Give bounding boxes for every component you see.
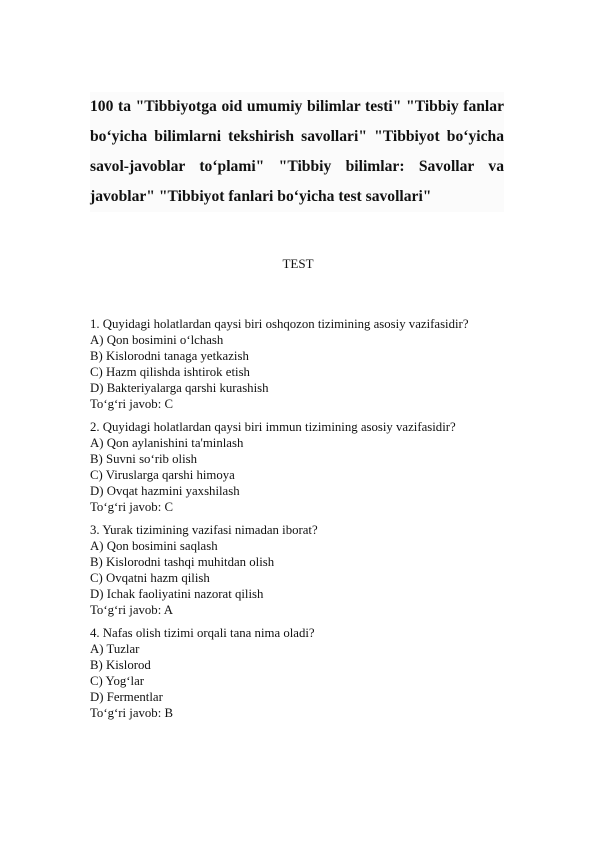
correct-answer: To‘g‘ri javob: C (90, 500, 173, 514)
correct-answer: To‘g‘ri javob: C (90, 397, 173, 411)
option-b: B) Kislorodni tanaga yetkazish (90, 349, 249, 363)
option-b: B) Kislorod (90, 658, 151, 672)
option-d: D) Ovqat hazmini yaxshilash (90, 484, 240, 498)
question-text: 3. Yurak tizimining vazifasi nimadan iborat? (90, 523, 318, 537)
option-a: A) Tuzlar (90, 642, 140, 656)
section-heading: TEST (282, 256, 314, 271)
question-list (90, 316, 520, 728)
option-b: B) Suvni so‘rib olish (90, 452, 198, 466)
option-a: A) Qon bosimini saqlash (90, 539, 218, 553)
option-c: C) Yog‘lar (90, 674, 145, 688)
question-text: 2. Quyidagi holatlardan qaysi biri immun tizimining asosiy vazifasidir? (90, 420, 456, 434)
option-d: D) Bakteriyalarga qarshi kurashish (90, 381, 269, 395)
option-c: C) Hazm qilishda ishtirok etish (90, 365, 250, 379)
option-a: A) Qon aylanishini ta'minlash (90, 436, 244, 450)
question-item (90, 522, 520, 618)
question-item (90, 419, 520, 515)
option-b: B) Kislorodni tashqi muhitdan olish (90, 555, 275, 569)
question-text: 1. Quyidagi holatlardan qaysi biri oshqozon tizimining asosiy vazifasidir? (90, 317, 469, 331)
option-c: C) Ovqatni hazm qilish (90, 571, 210, 585)
option-d: D) Ichak faoliyatini nazorat qilish (90, 587, 264, 601)
correct-answer: To‘g‘ri javob: A (90, 603, 173, 617)
question-item (90, 316, 520, 412)
document-title: 100 ta "Tibbiyotga oid umumiy bilimlar testi" "Tibbiy fanlar bo‘yicha bilimlarni tekshirish savollari" "Tibbiyot bo‘yicha savol-javoblar to‘plami" "Tibbiy bilimlar: Savollar va javoblar" "Tibbiyot fanlari bo‘yicha test savollari" (90, 92, 504, 212)
option-c: C) Viruslarga qarshi himoya (90, 468, 235, 482)
question-item (90, 625, 520, 721)
correct-answer: To‘g‘ri javob: B (90, 706, 173, 720)
option-a: A) Qon bosimini o‘lchash (90, 333, 224, 347)
question-text: 4. Nafas olish tizimi orqali tana nima oladi? (90, 626, 315, 640)
option-d: D) Fermentlar (90, 690, 163, 704)
